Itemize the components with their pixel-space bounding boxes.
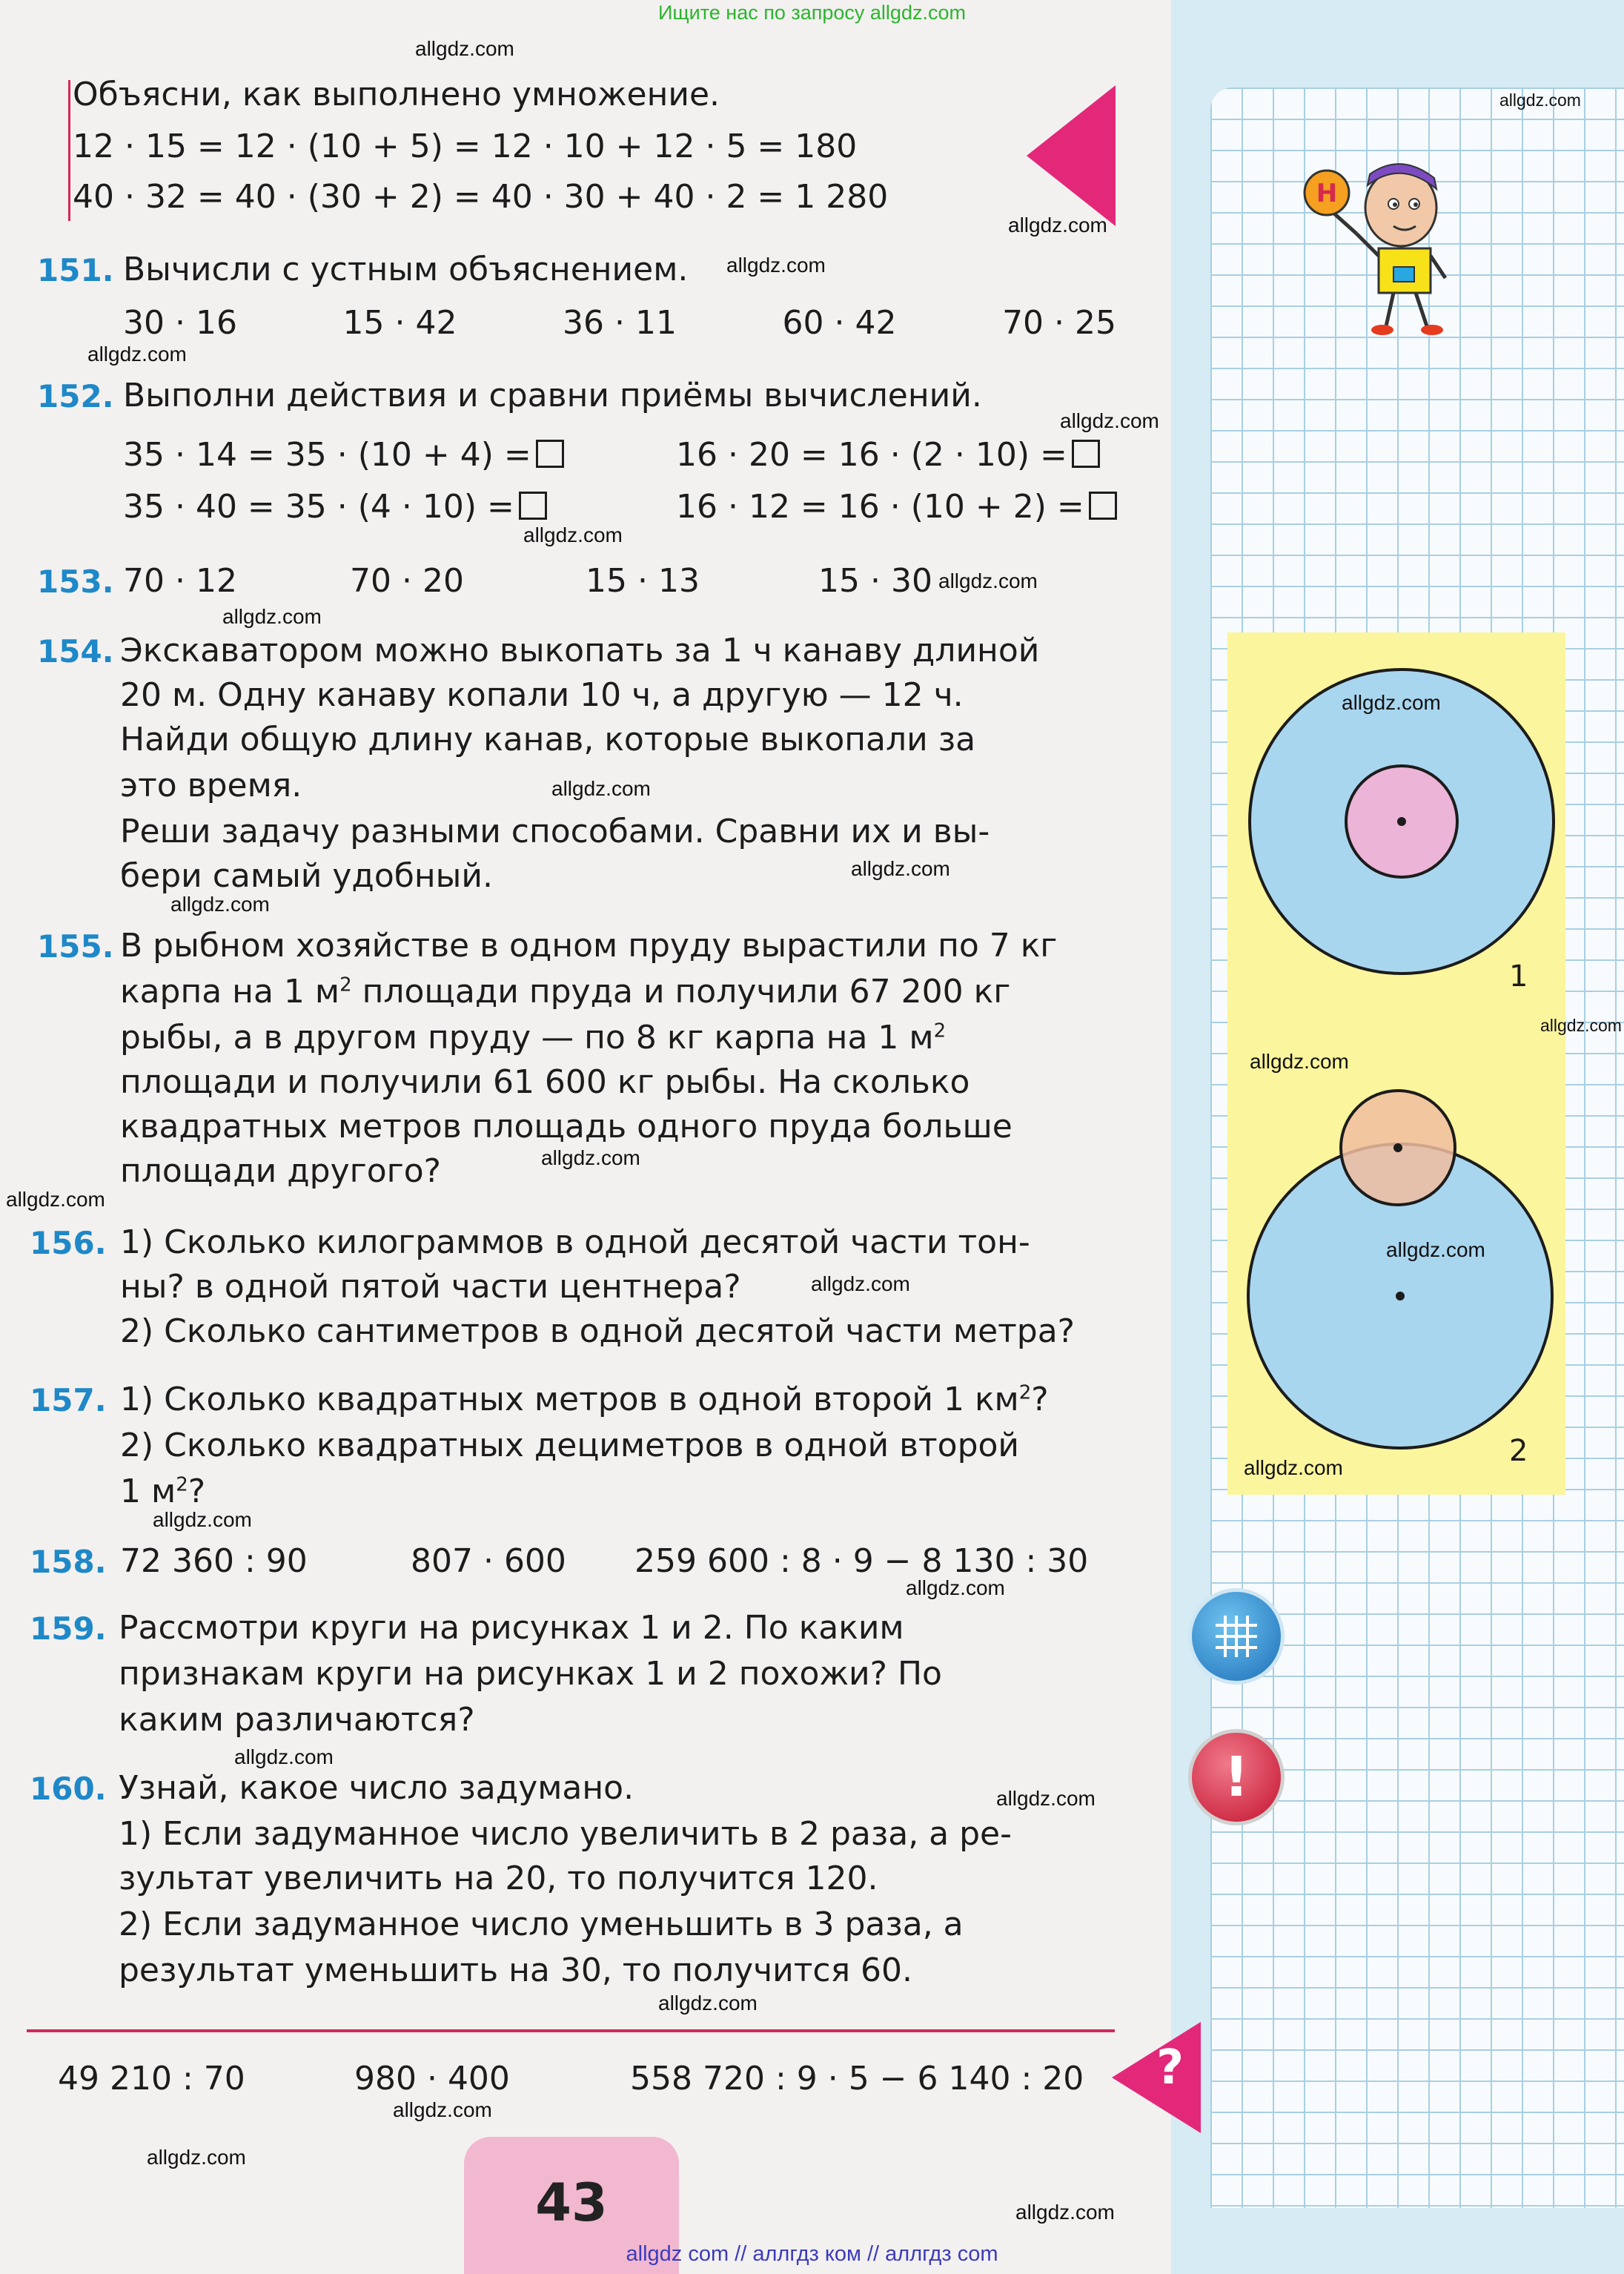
expr: 70 · 12 [123, 562, 237, 600]
exercise-152-a2 [123, 488, 547, 526]
exercise-160-line: Узнай, какое число задумано. [119, 1769, 634, 1807]
bottom-expr: 558 720 : 9 · 5 − 6 140 : 20 [630, 2060, 1084, 2098]
watermark: allgdz.com [1499, 90, 1581, 110]
exercise-154-line: 20 м. Одну канаву копали 10 ч, а другую — 12 ч. [120, 676, 964, 714]
exercise-156-line: ны? в одной пятой части центнера? [120, 1268, 741, 1306]
text: рыбы, а в другом пруду — по 8 кг карпа на 1 м [120, 1019, 934, 1057]
bottom-banner[interactable]: allgdz com // аллгдз ком // аллгдз com [626, 2242, 998, 2266]
watermark: allgdz.com [1540, 1016, 1622, 1035]
expr: 15 · 13 [586, 562, 700, 600]
figure-2-large-center [1396, 1292, 1405, 1300]
question-mark: ? [1156, 2040, 1184, 2095]
watermark: allgdz.com [1342, 691, 1441, 714]
watermark: allgdz.com [1015, 2201, 1115, 2224]
divider [27, 2029, 1115, 2032]
expr: 16 · 20 = 16 · (2 · 10) = [676, 436, 1067, 474]
watermark: allgdz.com [851, 857, 950, 880]
exercise-155-line [120, 1019, 946, 1057]
exclamation-icon: ! [1224, 1745, 1249, 1809]
exercise-160-line: 1) Если задуманное число увеличить в 2 раза, а ре- [119, 1815, 1012, 1853]
grid-button[interactable] [1188, 1588, 1285, 1685]
exercise-151-text: Вычисли с устным объяснением. [123, 251, 689, 288]
watermark: allgdz.com [153, 1508, 252, 1531]
watermark: allgdz.com [523, 523, 623, 546]
exercise-number-156: 156. [30, 1225, 107, 1261]
top-banner[interactable]: Ищите нас по запросу allgdz.com [658, 1, 966, 24]
exercise-number-157: 157. [30, 1382, 107, 1418]
watermark: allgdz.com [6, 1188, 105, 1211]
watermark: allgdz.com [551, 777, 651, 800]
watermark: allgdz.com [234, 1745, 334, 1768]
exercise-152-b2 [676, 488, 1117, 526]
watermark: allgdz.com [541, 1146, 640, 1169]
exercise-155-line: площади и получили 61 600 кг рыбы. На сколько [120, 1063, 970, 1101]
exercise-159-line: каким различаются? [119, 1701, 475, 1739]
exercise-154-line: это время. [120, 767, 302, 804]
watermark: allgdz.com [938, 569, 1038, 592]
text: ? [1031, 1381, 1049, 1418]
exercise-number-158: 158. [30, 1544, 107, 1580]
watermark: allgdz.com [658, 1992, 758, 2014]
expr: 16 · 12 = 16 · (10 + 2) = [676, 488, 1084, 526]
exercise-156-line: 1) Сколько килограммов в одной десятой части тон- [120, 1223, 1030, 1261]
exercise-160-line: результат уменьшить на 30, то получится 60. [119, 1951, 913, 1989]
expr: 35 · 14 = 35 · (10 + 4) = [123, 436, 531, 474]
exercise-number-159: 159. [30, 1610, 107, 1647]
expr: 60 · 42 [782, 304, 897, 342]
watermark: allgdz.com [726, 254, 826, 277]
exercise-155-line: квадратных метров площадь одного пруда больше [120, 1108, 1012, 1146]
exercise-number-151: 151. [37, 252, 114, 288]
exercise-160-line: 2) Если задуманное число уменьшить в 3 раза, а [119, 1906, 964, 1943]
exercise-159-line: Рассмотри круги на рисунках 1 и 2. По каким [119, 1609, 904, 1647]
exercise-154-line: Найди общую длину канав, которые выкопали за [120, 721, 976, 758]
superscript: 2 [933, 1019, 947, 1042]
intro-line-2: 40 · 32 = 40 · (30 + 2) = 40 · 30 + 40 · 2 = 1 280 [73, 178, 889, 216]
answer-box [1072, 440, 1100, 468]
expr: 72 360 : 90 [120, 1542, 308, 1580]
exercise-152-b1 [676, 436, 1100, 474]
answer-box [536, 440, 564, 468]
superscript: 2 [1018, 1381, 1032, 1404]
exercise-151-items [123, 304, 1116, 342]
exercise-157-line [120, 1381, 1049, 1418]
pointer-triangle-icon [1027, 85, 1116, 226]
exercise-155-line: площади другого? [120, 1152, 442, 1190]
exercise-156-line: 2) Сколько сантиметров в одной десятой части метра? [120, 1312, 1076, 1350]
figure-2-small-center [1393, 1143, 1402, 1152]
exercise-155-line: В рыбном хозяйстве в одном пруду вырастили по 7 кг [120, 927, 1058, 965]
watermark: allgdz.com [222, 605, 322, 628]
mascot-letter: Н [1316, 179, 1338, 208]
text: 1 м [120, 1473, 176, 1510]
exercise-152-a1 [123, 436, 564, 474]
intro-line-1: 12 · 15 = 12 · (10 + 5) = 12 · 10 + 12 · 5 = 180 [73, 128, 858, 165]
watermark: allgdz.com [1008, 214, 1107, 237]
answer-box [1089, 492, 1117, 520]
exercise-154-line: бери самый удобный. [120, 857, 493, 895]
figure-label-1: 1 [1509, 959, 1528, 994]
expr: 70 · 20 [350, 562, 464, 600]
watermark: allgdz.com [1060, 409, 1159, 432]
exercise-number-160: 160. [30, 1771, 107, 1807]
text: 1) Сколько квадратных метров в одной второй 1 км [120, 1381, 1019, 1418]
mascot-boy-icon [1290, 145, 1468, 345]
exercise-157-line: 2) Сколько квадратных дециметров в одной второй [120, 1427, 1020, 1464]
page-number: 43 [535, 2172, 608, 2233]
exercise-number-153: 153. [37, 563, 114, 600]
watermark: allgdz.com [415, 37, 514, 60]
watermark: allgdz.com [170, 893, 270, 916]
exercise-155-line [120, 973, 1010, 1011]
watermark: allgdz.com [393, 2098, 492, 2121]
expr: 36 · 11 [563, 304, 677, 342]
watermark: allgdz.com [996, 1787, 1096, 1810]
exercise-number-154: 154. [37, 633, 114, 670]
text: карпа на 1 м [120, 973, 340, 1011]
watermark: allgdz.com [1250, 1050, 1349, 1073]
watermark: allgdz.com [811, 1272, 910, 1295]
intro-title: Объясни, как выполнено умножение. [73, 76, 720, 113]
bottom-expr: 49 210 : 70 [58, 2060, 245, 2098]
figure-1-center [1397, 817, 1406, 826]
intro-accent-line [68, 80, 70, 221]
expr: 30 · 16 [123, 304, 237, 342]
expr: 15 · 30 [818, 562, 932, 600]
exercise-157-line [120, 1473, 205, 1510]
exercise-154-line: Реши задачу разными способами. Сравни их и вы- [120, 813, 990, 850]
expr: 259 600 : 8 · 9 − 8 130 : 30 [634, 1542, 1089, 1580]
expr: 70 · 25 [1002, 304, 1116, 342]
watermark: allgdz.com [906, 1576, 1005, 1599]
attention-button[interactable] [1188, 1729, 1285, 1825]
answer-box [519, 492, 547, 520]
exercise-154-line: Экскаватором можно выкопать за 1 ч канаву длиной [120, 632, 1040, 670]
expr: 35 · 40 = 35 · (4 · 10) = [123, 488, 514, 526]
text: площади пруда и получили 67 200 кг [351, 973, 1011, 1011]
figure-label-2: 2 [1509, 1434, 1528, 1468]
expr: 807 · 600 [411, 1542, 566, 1580]
superscript: 2 [339, 974, 352, 996]
bottom-expr: 980 · 400 [354, 2060, 510, 2098]
grid-icon [1192, 1592, 1281, 1681]
superscript: 2 [176, 1473, 188, 1496]
exercise-number-155: 155. [37, 928, 114, 965]
exercise-159-line: признакам круги на рисунках 1 и 2 похожи? По [119, 1655, 942, 1693]
expr: 15 · 42 [342, 304, 457, 342]
text: ? [188, 1473, 206, 1510]
watermark: allgdz.com [87, 343, 187, 366]
watermark: allgdz.com [1386, 1238, 1485, 1261]
watermark: allgdz.com [147, 2146, 246, 2169]
watermark: allgdz.com [1244, 1456, 1343, 1479]
exercise-152-text: Выполни действия и сравни приёмы вычислений. [123, 377, 982, 414]
exercise-number-152: 152. [37, 378, 114, 414]
exercise-160-line: зультат увеличить на 20, то получится 120. [119, 1860, 878, 1897]
